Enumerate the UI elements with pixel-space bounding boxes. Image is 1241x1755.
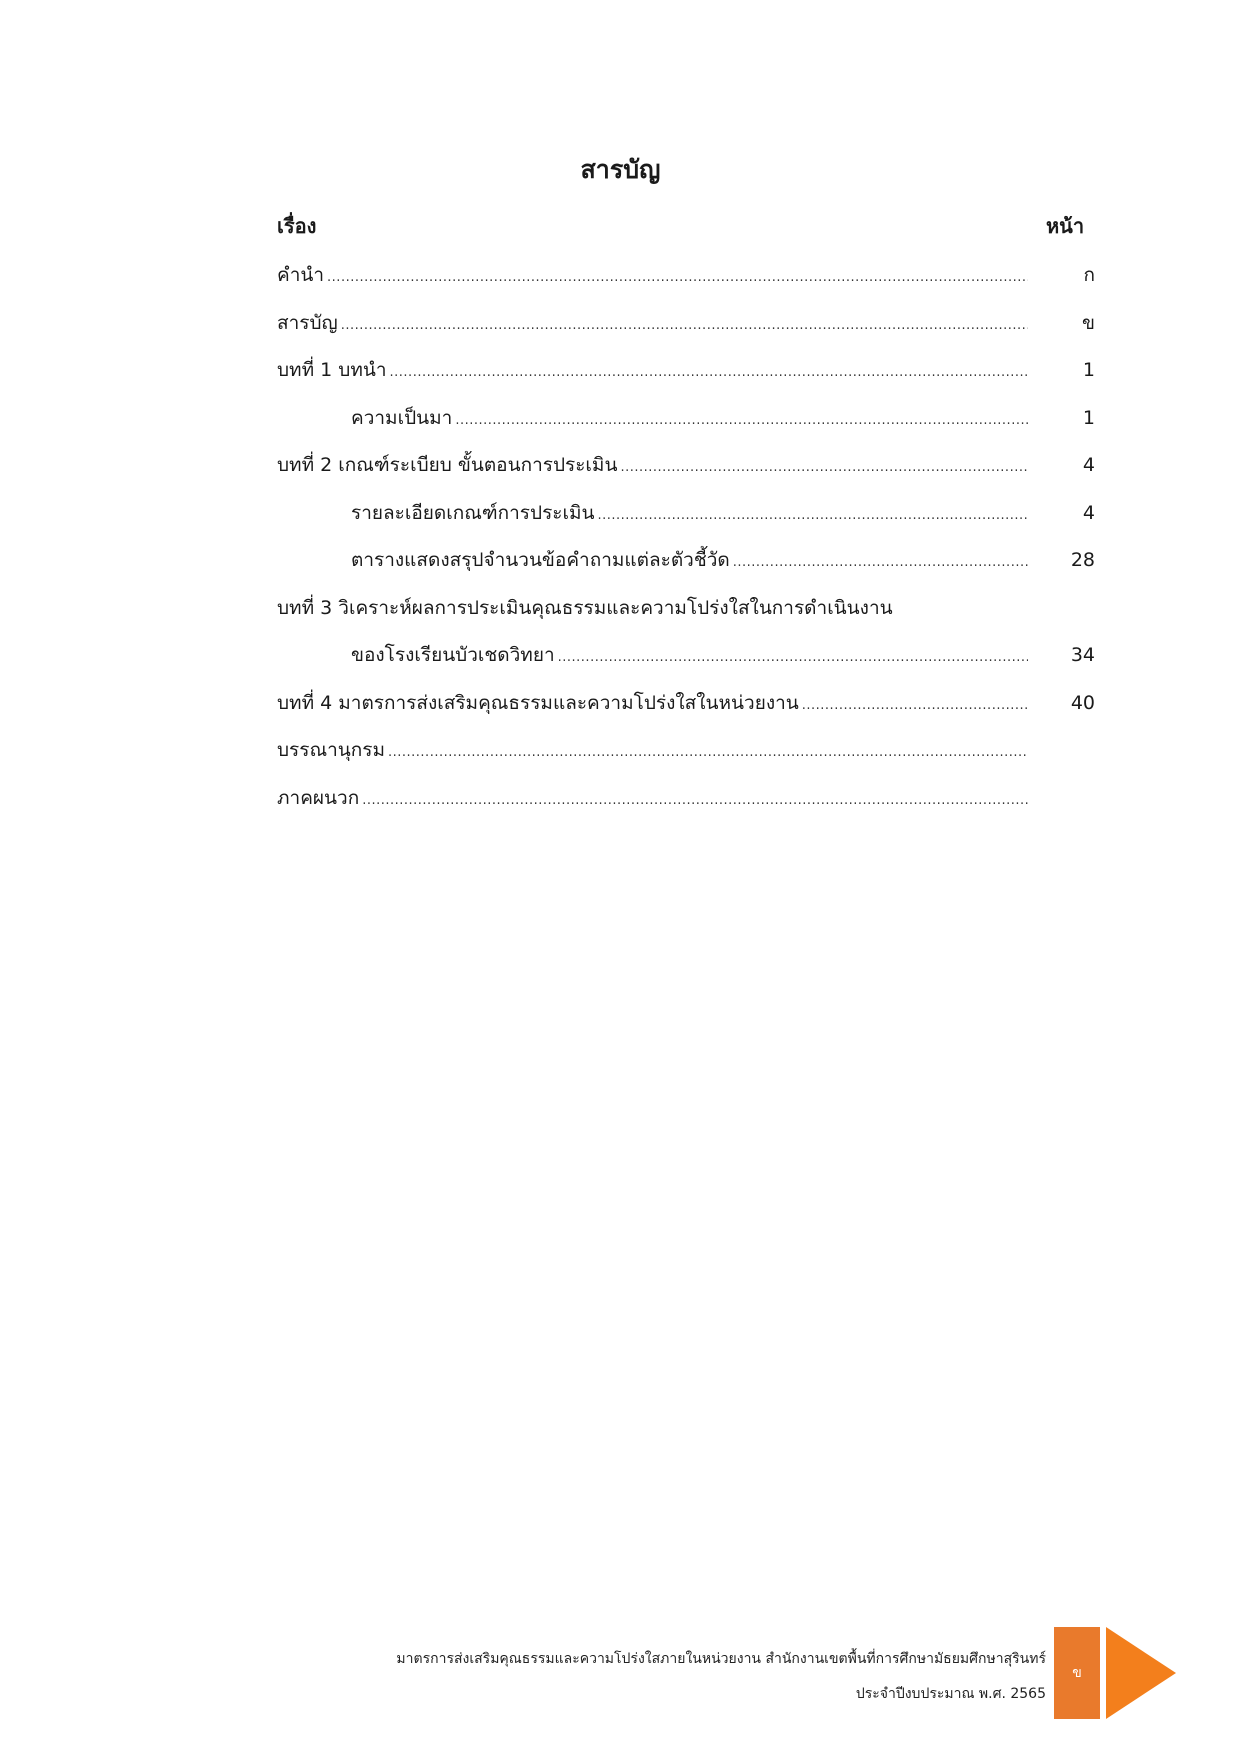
toc-page-number: 28 (1070, 549, 1095, 571)
dot-leader (802, 682, 1028, 730)
toc-entry-text: บทที่ 4 มาตรการส่งเสริมคุณธรรมและความโปร่งใสในหน่วยงาน (277, 691, 799, 714)
toc-entry-text: บรรณานุกรม (277, 739, 385, 761)
toc-entry-criteria-details[interactable] (277, 490, 1095, 538)
dot-leader (733, 539, 1028, 587)
toc-entry-chapter-1[interactable] (277, 347, 1095, 395)
toc-entry-bibliography[interactable] (277, 727, 1095, 775)
dot-leader (388, 729, 1028, 777)
footer-fiscal-year: ประจำปีงบประมาณ พ.ศ. 2565 (855, 1686, 1046, 1702)
toc-entry-contents[interactable] (277, 300, 1095, 348)
toc-page-number: 1 (1082, 359, 1095, 381)
dot-leader (558, 634, 1028, 682)
toc-page-number: 4 (1082, 454, 1095, 476)
toc-entry-text: บทที่ 3 วิเคราะห์ผลการประเมินคุณธรรมและความโปร่งใสในการดำเนินงาน (277, 596, 893, 619)
toc-page-number: ข (1082, 311, 1095, 334)
toc-entry-chapter-3-cont[interactable] (277, 632, 1095, 680)
footer-document-title: มาตรการส่งเสริมคุณธรรมและความโปร่งใสภายในหน่วยงาน สำนักงานเขตพื้นที่การศึกษามัธยมศึกษาสุรินทร์ (396, 1651, 1046, 1667)
toc-entry-summary-table[interactable] (277, 537, 1095, 585)
toc-entry-chapter-4[interactable] (277, 680, 1095, 728)
dot-leader (341, 302, 1028, 350)
toc-entry-text: คำนำ (277, 264, 325, 286)
dot-leader (327, 254, 1028, 302)
dot-leader (597, 492, 1028, 540)
toc-entry-text: ความเป็นมา (351, 406, 453, 429)
toc-entry-appendix[interactable] (277, 775, 1095, 823)
page-number-badge: ข (1054, 1627, 1100, 1719)
toc-page-number: ก (1083, 264, 1095, 286)
toc-entry-text: รายละเอียดเกณฑ์การประเมิน (351, 501, 595, 524)
toc-entry-text: ภาคผนวก (277, 786, 360, 809)
play-arrow-icon (1106, 1627, 1176, 1719)
toc-entry-text: ตารางแสดงสรุปจำนวนข้อคำถามแต่ละตัวชี้วัด (351, 549, 730, 571)
dot-leader (390, 349, 1028, 397)
toc-page-number: 1 (1082, 406, 1095, 429)
toc-page-number: 34 (1070, 644, 1095, 666)
dot-leader (620, 444, 1028, 492)
toc-page-number: 4 (1082, 501, 1095, 524)
toc-entry-chapter-3[interactable] (277, 585, 1095, 633)
toc-entry-background[interactable] (277, 395, 1095, 443)
toc-entry-text: ของโรงเรียนบัวเชดวิทยา (351, 644, 555, 666)
toc-entry-text: บทที่ 1 บทนำ (277, 359, 387, 381)
toc-entry-chapter-2[interactable] (277, 442, 1095, 490)
toc-entry-text: บทที่ 2 เกณฑ์ระเบียบ ขั้นตอนการประเมิน (277, 454, 618, 476)
dot-leader (455, 397, 1028, 445)
page-title: สารบัญ (580, 155, 661, 184)
toc-entry-preface[interactable] (277, 252, 1095, 300)
column-header-page: หน้า (1046, 214, 1085, 238)
column-header-topic: เรื่อง (277, 214, 317, 238)
dot-leader (362, 777, 1028, 825)
toc-entry-text: สารบัญ (277, 311, 338, 334)
toc-page-number: 40 (1070, 691, 1095, 714)
table-of-contents (277, 252, 1095, 822)
